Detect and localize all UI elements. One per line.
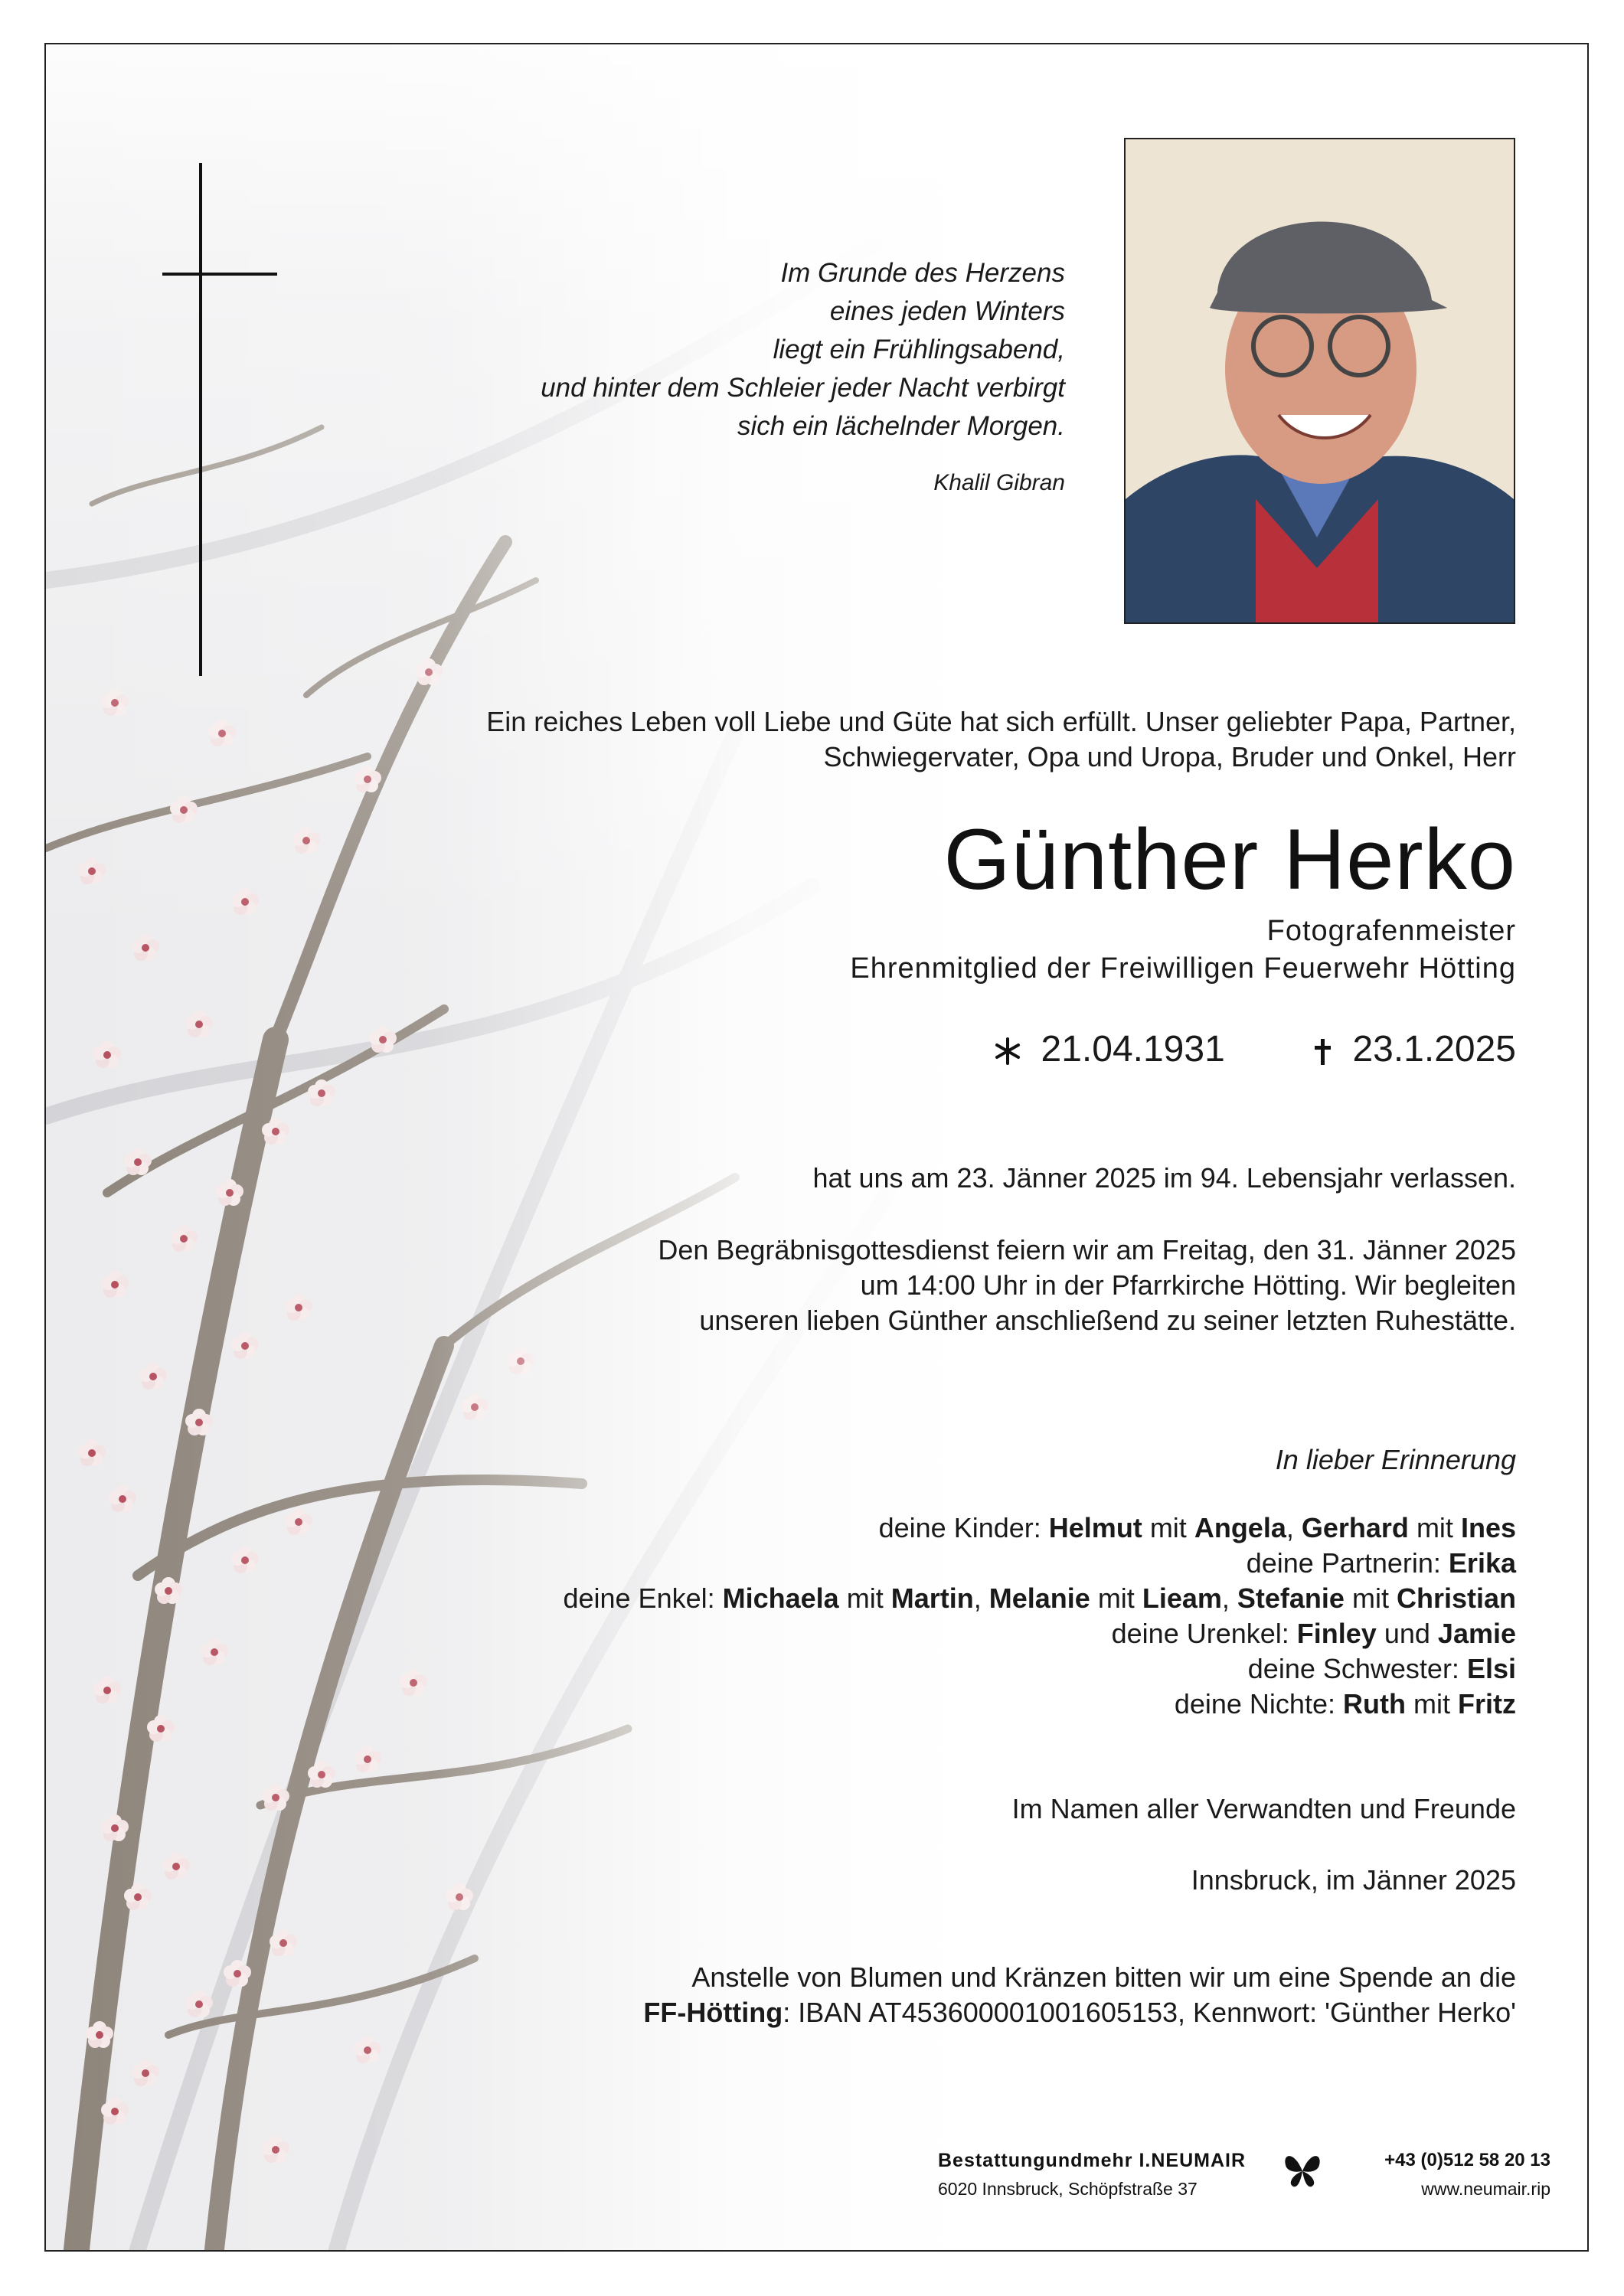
memory-heading: In lieber Erinnerung — [1275, 1444, 1516, 1475]
butterfly-icon — [1281, 2148, 1324, 2191]
portrait-photo — [1124, 138, 1515, 624]
passing-text: hat uns am 23. Jänner 2025 im 94. Lebensjahr verlassen. — [812, 1162, 1516, 1194]
quote-author: Khalil Gibran — [933, 470, 1065, 495]
person-name: Christian — [1396, 1582, 1516, 1614]
birth-date: 21.04.1931 — [1041, 1029, 1225, 1070]
profession: Fotografenmeister — [1266, 915, 1516, 947]
funeral-home-name: Bestattungundmehr I.NEUMAIR — [938, 2150, 1246, 2171]
funeral-home-address: 6020 Innsbruck, Schöpfstraße 37 — [938, 2179, 1198, 2199]
family-niece — [563, 1687, 1516, 1722]
funeral-home-website: www.neumair.rip — [1421, 2179, 1550, 2199]
donation-line — [643, 1995, 1516, 2030]
connector: mit — [1416, 1512, 1453, 1543]
person-name: Jamie — [1437, 1618, 1516, 1649]
label: deine Partnerin: — [1246, 1547, 1441, 1579]
person-name: Erika — [1448, 1547, 1516, 1579]
life-dates — [992, 1028, 1516, 1071]
donation-org: FF-Hötting — [643, 1997, 783, 2028]
person-name: Elsi — [1466, 1653, 1516, 1684]
family-grandchildren: deine Enkel: Michaela mit Martin, Melanie mit Lieam, Stefanie mit Christian — [563, 1582, 1516, 1614]
person-name: Melanie — [988, 1582, 1090, 1614]
person-name: Angela — [1194, 1512, 1286, 1543]
label: deine Schwester: — [1247, 1653, 1459, 1684]
connector: mit — [1351, 1582, 1389, 1614]
quote-line: sich ein lächelnder Morgen. — [737, 411, 1065, 441]
family-sister — [563, 1651, 1516, 1687]
person-name: Helmut — [1048, 1512, 1142, 1543]
place-date: Innsbruck, im Jänner 2025 — [1191, 1864, 1516, 1896]
family-partner — [563, 1546, 1516, 1581]
label: deine Nichte: — [1174, 1688, 1335, 1720]
donation-iban: : IBAN AT453600001001605153, Kennwort: 'Günther Herko' — [783, 1997, 1516, 2028]
connector: mit — [846, 1582, 884, 1614]
connector: mit — [1149, 1512, 1187, 1543]
person-name: Michaela — [722, 1582, 839, 1614]
funeral-service-text — [658, 1233, 1516, 1338]
person-name: Ines — [1460, 1512, 1516, 1543]
service-line: um 14:00 Uhr in der Pfarrkirche Hötting. Wir begleiten — [860, 1269, 1516, 1301]
family-children: deine Kinder: Helmut mit Angela, Gerhard mit Ines — [878, 1512, 1516, 1543]
label: deine Urenkel: — [1111, 1618, 1289, 1649]
quote-line: Im Grunde des Herzens — [780, 258, 1065, 288]
funeral-home-phone: +43 (0)512 58 20 13 — [1384, 2150, 1550, 2170]
on-behalf-text: Im Namen aller Verwandten und Freunde — [1011, 1793, 1516, 1824]
honorary-membership: Ehrenmitglied der Freiwilligen Feuerwehr Hötting — [850, 952, 1516, 985]
obituary-card — [44, 43, 1589, 2252]
death-cross-icon — [1312, 1036, 1335, 1066]
quote-line: liegt ein Frühlingsabend, — [773, 335, 1065, 364]
birth-star-icon — [992, 1036, 1023, 1066]
death-date: 23.1.2025 — [1352, 1029, 1516, 1070]
label: deine Kinder: — [878, 1512, 1041, 1543]
person-name: Gerhard — [1301, 1512, 1409, 1543]
family-list — [563, 1511, 1516, 1722]
service-line: Den Begräbnisgottesdienst feiern wir am Freitag, den 31. Jänner 2025 — [658, 1234, 1516, 1266]
person-name: Ruth — [1343, 1688, 1406, 1720]
label: deine Enkel: — [563, 1582, 715, 1614]
connector: mit — [1097, 1582, 1135, 1614]
connector: und — [1384, 1618, 1430, 1649]
service-line: unseren lieben Günther anschließend zu seiner letzten Ruhestätte. — [699, 1305, 1516, 1336]
intro-line: Ein reiches Leben voll Liebe und Güte hat sich erfüllt. Unser geliebter Papa, Partner, — [486, 706, 1516, 737]
quote-line: und hinter dem Schleier jeder Nacht verbirgt — [541, 373, 1065, 403]
donation-line: Anstelle von Blumen und Kränzen bitten wir um eine Spende an die — [691, 1961, 1516, 1993]
deceased-name: Günther Herko — [943, 812, 1516, 907]
quote-text — [541, 254, 1065, 446]
family-great-grandchildren — [563, 1616, 1516, 1651]
intro-text — [486, 704, 1516, 775]
intro-line: Schwiegervater, Opa und Uropa, Bruder und Onkel, Herr — [823, 741, 1516, 772]
person-name: Fritz — [1458, 1688, 1516, 1720]
funeral-home-footer — [938, 2150, 1550, 2219]
person-name: Stefanie — [1237, 1582, 1345, 1614]
cross-icon — [162, 163, 277, 676]
person-name: Lieam — [1142, 1582, 1222, 1614]
person-name: Finley — [1296, 1618, 1377, 1649]
person-name: Martin — [890, 1582, 974, 1614]
donation-text — [643, 1960, 1516, 2030]
quote-line: eines jeden Winters — [829, 296, 1065, 326]
connector: mit — [1413, 1688, 1450, 1720]
